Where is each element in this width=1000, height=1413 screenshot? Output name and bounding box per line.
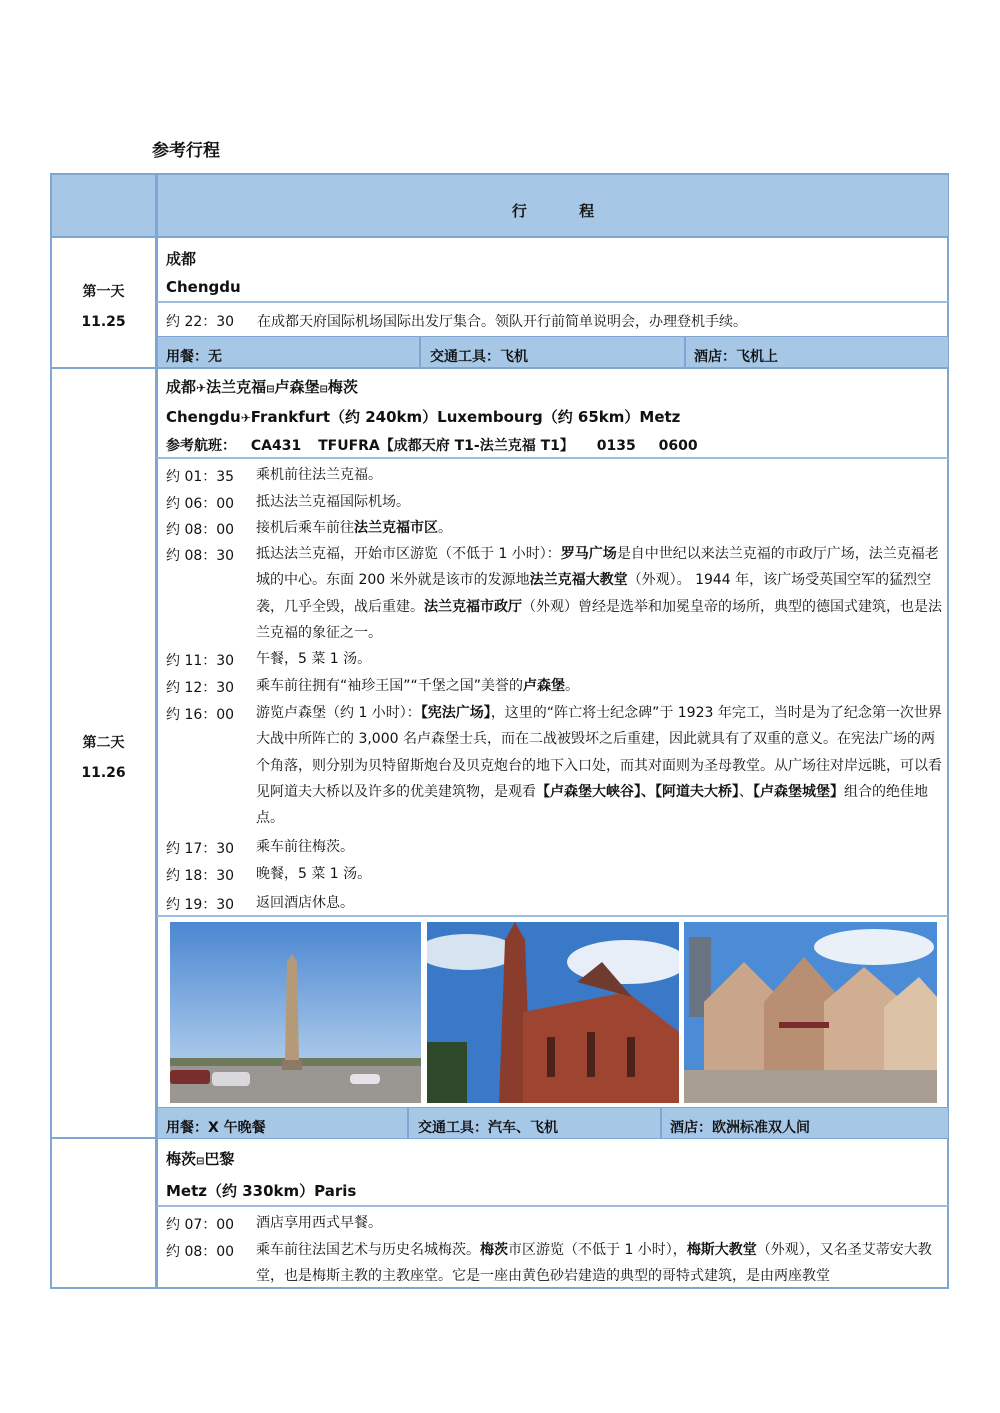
text-span: 乘车前往拥有“袖珍王国”“千堡之国”美誉的 — [256, 678, 524, 694]
text-span: 、 — [739, 783, 753, 800]
route-city-metz: 梅茨 — [166, 1150, 197, 1168]
flight-number: CA431 — [250, 438, 302, 454]
day2-flight — [166, 435, 698, 455]
day2-route-en — [166, 406, 680, 427]
day1-footer-sep-2 — [684, 336, 686, 368]
bus-icon: ⊟ — [266, 384, 275, 395]
schedule-text: 晚餐，5 菜 1 汤。 — [256, 866, 372, 882]
highlight-place: 梅斯大教堂 — [686, 1242, 757, 1258]
schedule-time: 约 12：30 — [166, 680, 235, 696]
day2-date: 11.26 — [81, 765, 126, 781]
text-span: 。 — [438, 520, 452, 536]
photo-frankfurt-cathedral — [427, 922, 679, 1103]
text-span: （外观），又名圣艾蒂安大教堂，也是梅斯主教的主教座堂。它是一座由黄色砂岩建造的典型的哥特式建筑，是由两座教堂 — [256, 1242, 932, 1285]
day1-footer — [158, 336, 948, 368]
day3-inner-divider — [157, 1205, 948, 1207]
day1-hotel: 酒店：飞机上 — [694, 349, 778, 365]
text-span: 乘车前往法国艺术与历史名城梅茨。 — [256, 1242, 480, 1258]
schedule-text: 乘机前往法兰克福。 — [256, 467, 382, 483]
day3-route-cn — [166, 1148, 234, 1169]
day2-meal: 用餐：X 午晚餐 — [166, 1120, 266, 1136]
text-span: 市区游览（不低于 1 小时）， — [508, 1242, 687, 1258]
day2-transport: 交通工具：汽车、飞机 — [418, 1120, 558, 1136]
highlight-place: 梅茨 — [480, 1242, 508, 1258]
day2-footer-sep-1 — [407, 1107, 409, 1139]
route-city-frankfurt: 法兰克福 — [206, 378, 267, 396]
flight-route: TFUFRA【成都天府 T1-法兰克福 T1】 — [318, 438, 574, 454]
bus-icon: ⊟ — [196, 1156, 205, 1167]
day1-route-en: Chengdu — [166, 278, 241, 296]
day1-footer-sep-1 — [419, 336, 421, 368]
schedule-time: 约 08：00 — [166, 1244, 235, 1260]
schedule-text — [256, 1237, 944, 1287]
route-city-metz: 梅茨 — [327, 378, 358, 396]
day1-meal: 用餐：无 — [166, 349, 222, 365]
schedule-text: 午餐，5 菜 1 汤。 — [256, 651, 372, 667]
row-divider-1 — [51, 236, 948, 238]
text-span: 是自中世纪以来法兰克福的市政厅广场，法兰克福老城的中心。东面 200 米外就是该市的发源地 — [256, 546, 939, 589]
highlight-place: 【宪法广场】 — [420, 705, 491, 721]
day1-inner-divider — [157, 301, 948, 303]
schedule-text: 酒店享用西式早餐。 — [256, 1215, 382, 1231]
schedule-time: 约 06：00 — [166, 496, 235, 512]
highlight-place: 罗马广场 — [560, 546, 617, 562]
highlight-place: 【卢森堡大峡谷】、【阿道夫大桥】 — [536, 783, 739, 800]
schedule-time: 约 18：30 — [166, 868, 235, 884]
route-city-paris: 巴黎 — [204, 1150, 235, 1168]
day2-photo-divider — [157, 915, 948, 917]
route-city-chengdu: 成都 — [166, 378, 197, 396]
text-span: （外观）。 1944 年，该广场受英国空军的猛烈空袭，几乎全毁，战后重建。 — [256, 572, 932, 615]
text-span: 抵达法兰克福，开始市区游览（不低于 1 小时）： — [256, 546, 561, 562]
schedule-time: 约 01：35 — [166, 469, 235, 485]
photo-obelisk — [170, 922, 421, 1103]
day1-transport: 交通工具：飞机 — [430, 349, 528, 365]
schedule-text — [256, 515, 944, 541]
plane-icon: ✈ — [196, 381, 207, 395]
schedule-text: 返回酒店休息。 — [256, 895, 354, 911]
schedule-time: 约 08：30 — [166, 548, 235, 564]
highlight-place: 法兰克福市区 — [354, 520, 438, 536]
schedule-text: 乘车前往梅茨。 — [256, 839, 354, 855]
highlight-place: 法兰克福市政厅 — [424, 598, 522, 615]
highlight-place: 【卢森堡城堡】 — [753, 783, 844, 800]
flight-arrival: 0600 — [658, 438, 698, 454]
day2-label: 第二天 — [82, 735, 125, 751]
day1-text: 在成都天府国际机场国际出发厅集合。领队开行前简单说明会，办理登机手续。 — [257, 314, 747, 330]
day2-route-cn — [166, 376, 358, 397]
text-span: ，这里的“阵亡将士纪念碑”于 1923 年完工，当时是为了纪念第一次世界大战中所阵亡的 3,000 名卢森堡士兵，而在二战被毁坏之后重建，因此就具有了双重的意义。在宪法广场的两个角落，则分别为贝特留斯炮台及贝克炮台的地下入口处，而其对面则为圣母教堂。从广场往对岸远眺，可以看见阿道夫大桥以及许多的优美建筑物，是观看 — [256, 705, 942, 800]
route-en-chengdu: Chengdu — [166, 408, 241, 426]
day2-hotel: 酒店：欧洲标准双人间 — [670, 1120, 810, 1136]
highlight-place: 卢森堡 — [523, 678, 566, 694]
day3-route-en: Metz（约 330km）Paris — [166, 1182, 357, 1200]
schedule-text — [256, 700, 944, 831]
day1-date: 11.25 — [81, 314, 126, 330]
schedule-time: 约 16：00 — [166, 707, 235, 723]
day1-route-cn: 成都 — [166, 250, 197, 268]
day2-footer-sep-2 — [660, 1107, 662, 1139]
text-span: 游览卢森堡（约 1 小时）： — [256, 705, 421, 721]
photo-roemer — [684, 922, 937, 1103]
route-en-rest: Frankfurt（约 240km）Luxembourg（约 65km）Metz — [250, 408, 681, 426]
schedule-time: 约 19：30 — [166, 897, 235, 913]
text-span: （外观）曾经是选举和加冕皇帝的场所，典型的德国式建筑，也是法兰克福的象征之一。 — [256, 598, 942, 641]
schedule-text — [256, 673, 944, 699]
bus-icon: ⊟ — [319, 384, 328, 395]
page-title: 参考行程 — [152, 141, 220, 161]
day1-label: 第一天 — [82, 284, 125, 300]
schedule-time: 约 08：00 — [166, 522, 235, 538]
schedule-time: 约 17：30 — [166, 841, 235, 857]
header-itinerary-label: 行 程 — [511, 202, 595, 220]
day2-inner-divider — [157, 457, 948, 459]
plane-icon: ✈ — [240, 411, 251, 425]
schedule-text — [256, 541, 944, 646]
route-city-luxembourg: 卢森堡 — [274, 378, 320, 396]
text-span: 。 — [565, 678, 580, 694]
schedule-time: 约 11：30 — [166, 653, 235, 669]
highlight-place: 法兰克福大教堂 — [529, 572, 628, 589]
schedule-text: 抵达法兰克福国际机场。 — [256, 494, 410, 510]
text-span: 组合的绝佳地点。 — [256, 783, 928, 827]
text-span: 接机后乘车前往 — [256, 520, 354, 536]
flight-departure: 0135 — [596, 438, 636, 454]
schedule-time: 约 07：00 — [166, 1217, 235, 1233]
day1-time: 约 22：30 — [166, 314, 235, 330]
flight-label: 参考航班： — [166, 438, 236, 454]
